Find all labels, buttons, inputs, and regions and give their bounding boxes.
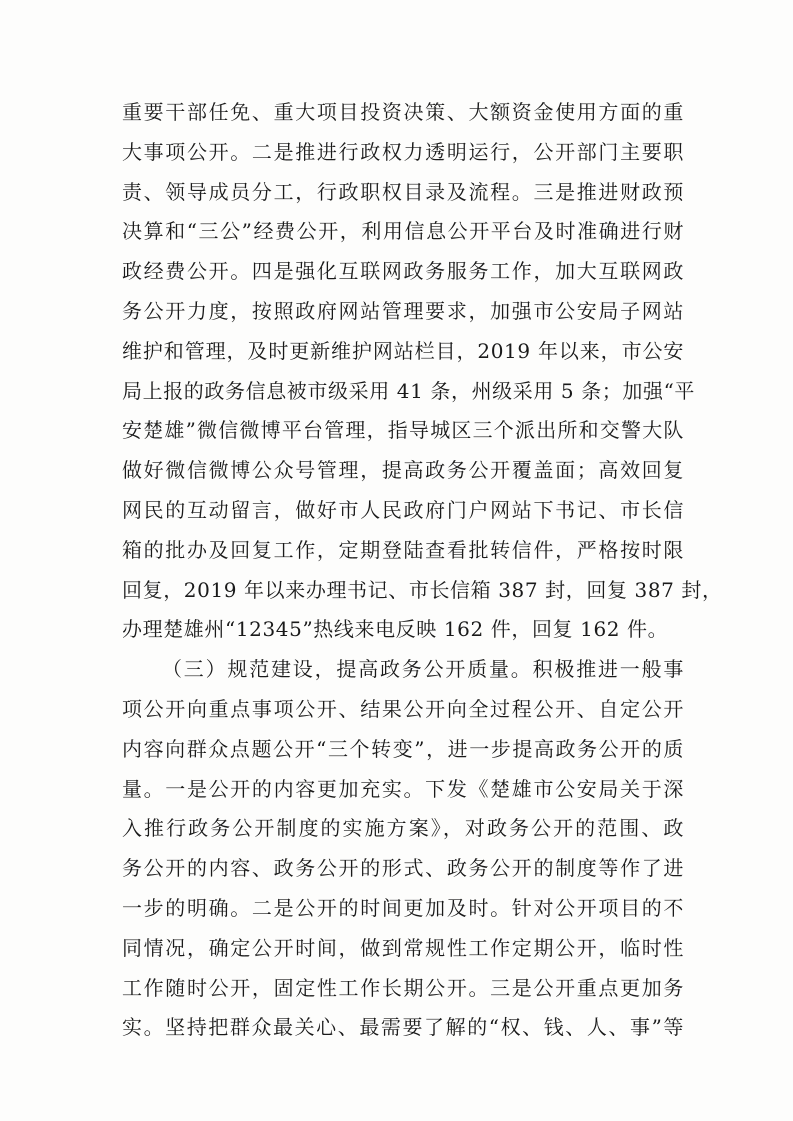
text-line: 内容向群众点题公开“三个转变”，进一步提高政务公开的质 [122,736,684,761]
text-line: 重要干部任免、重大项目投资决策、大额资金使用方面的重 [122,100,684,124]
text-line: 一步的明确。二是公开的时间更加及时。针对公开项目的不 [122,895,684,920]
text-line: 项公开向重点事项公开、结果公开向全过程公开、自定公开 [122,696,684,721]
text-line: 决算和“三公”经费公开，利用信息公开平台及时准确进行财 [122,219,684,244]
text-line: 大事项公开。二是推进行政权力透明运行，公开部门主要职 [122,139,684,164]
text-line: 箱的批办及回复工作，定期登陆查看批转信件，严格按时限 [122,537,684,562]
text-line: 回复，2019 年以来办理书记、市长信箱 387 封，回复 387 封， [122,577,723,602]
text-line: 安楚雄”微信微博平台管理，指导城区三个派出所和交警大队 [122,418,684,443]
text-line: 务公开的内容、政务公开的形式、政务公开的制度等作了进 [122,856,684,881]
text-line: 实。坚持把群众最关心、最需要了解的“权、钱、人、事”等 [122,1015,684,1040]
body-text [122,93,723,1048]
text-line: 政经费公开。四是强化互联网政务服务工作，加大互联网政 [122,259,684,284]
text-line: 工作随时公开，固定性工作长期公开。三是公开重点更加务 [122,975,684,1000]
text-line: 责、领导成员分工，行政职权目录及流程。三是推进财政预 [122,179,684,204]
text-line: 网民的互动留言，做好市人民政府门户网站下书记、市长信 [122,497,684,522]
text-line: 局上报的政务信息被市级采用 41 条，州级采用 5 条；加强“平 [122,378,696,403]
text-line: 做好微信微博公众号管理，提高政务公开覆盖面；高效回复 [122,458,684,483]
text-line: 务公开力度，按照政府网站管理要求，加强市公安局子网站 [122,298,684,323]
text-line: 同情况，确定公开时间，做到常规性工作定期公开，临时性 [122,935,684,960]
text-line: 办理楚雄州“12345”热线来电反映 162 件，回复 162 件。 [122,617,669,642]
text-line: 量。一是公开的内容更加充实。下发《楚雄市公安局关于深 [122,776,684,801]
text-line: 维护和管理，及时更新维护网站栏目，2019 年以来，市公安 [122,338,684,363]
text-line: （三）规范建设，提高政务公开质量。积极推进一般事 [162,657,684,682]
text-line: 入推行政务公开制度的实施方案》，对政务公开的范围、政 [122,816,684,841]
